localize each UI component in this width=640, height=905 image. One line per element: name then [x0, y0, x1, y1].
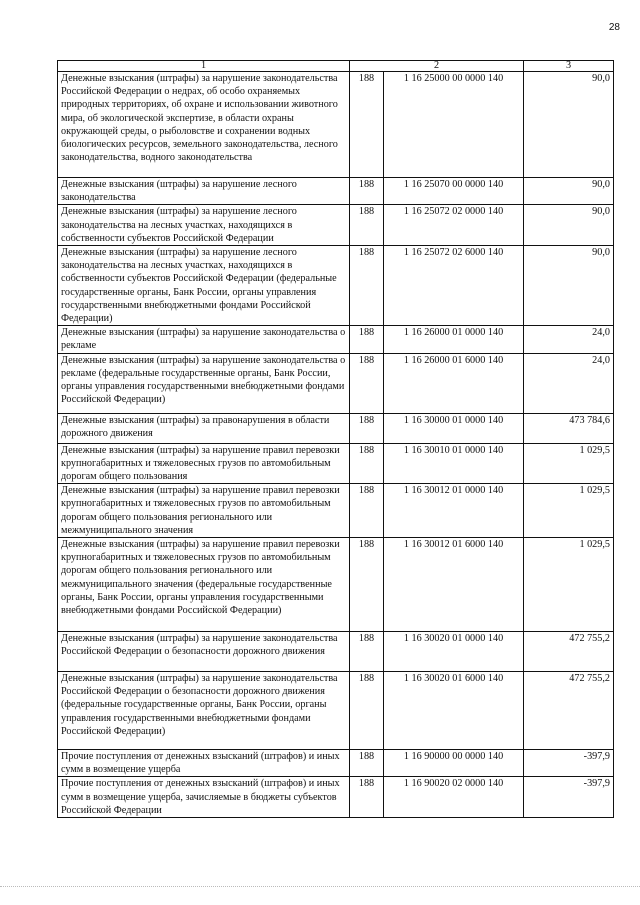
- table-row: [58, 413, 614, 443]
- scan-footer-line: [0, 886, 640, 888]
- column-header-3: 3: [524, 61, 614, 72]
- table-row: [58, 178, 614, 205]
- row-budget-code-cell: 1 16 30020 01 0000 140: [384, 632, 524, 672]
- row-budget-code-cell: 1 16 30012 01 0000 140: [384, 484, 524, 538]
- row-budget-code-cell: 1 16 25070 00 0000 140: [384, 178, 524, 205]
- table-row: [58, 777, 614, 818]
- row-admin-code-cell: 188: [350, 443, 384, 484]
- table-row: [58, 326, 614, 353]
- row-admin-code-cell: 188: [350, 777, 384, 818]
- row-budget-code-cell: 1 16 25000 00 0000 140: [384, 72, 524, 178]
- row-amount-cell: 90,0: [524, 205, 614, 246]
- row-budget-code-cell: 1 16 30020 01 6000 140: [384, 672, 524, 750]
- row-admin-code-cell: 188: [350, 205, 384, 246]
- table-row: [58, 672, 614, 750]
- table-row: [58, 353, 614, 413]
- row-name-cell: Денежные взыскания (штрафы) за нарушение правил перевозки крупногабаритных и тяжеловесных грузов по автомобильным дорогам общего пользования: [58, 443, 350, 484]
- row-name-cell: Денежные взыскания (штрафы) за нарушение законодательства Российской Федерации о безопасности дорожного движения: [58, 632, 350, 672]
- row-budget-code-cell: 1 16 90000 00 0000 140: [384, 750, 524, 777]
- row-admin-code-cell: 188: [350, 413, 384, 443]
- row-budget-code-cell: 1 16 30000 01 0000 140: [384, 413, 524, 443]
- revenue-table: [57, 60, 614, 818]
- row-amount-cell: 1 029,5: [524, 484, 614, 538]
- column-header-2: 2: [350, 61, 524, 72]
- row-name-cell: Прочие поступления от денежных взысканий (штрафов) и иных сумм в возмещение ущерба: [58, 750, 350, 777]
- table-row: [58, 538, 614, 632]
- row-budget-code-cell: 1 16 30012 01 6000 140: [384, 538, 524, 632]
- row-amount-cell: 473 784,6: [524, 413, 614, 443]
- row-budget-code-cell: 1 16 90020 02 0000 140: [384, 777, 524, 818]
- row-budget-code-cell: 1 16 26000 01 0000 140: [384, 326, 524, 353]
- row-amount-cell: 24,0: [524, 326, 614, 353]
- table-row: [58, 443, 614, 484]
- row-admin-code-cell: 188: [350, 246, 384, 326]
- column-header-1: 1: [58, 61, 350, 72]
- table-row: [58, 246, 614, 326]
- row-amount-cell: 1 029,5: [524, 443, 614, 484]
- table-row: [58, 750, 614, 777]
- row-name-cell: Денежные взыскания (штрафы) за нарушение лесного законодательства на лесных участках, находящихся в собственности субъектов Российской Федерации (федеральные государственные органы, Банк России, органы управления государственными внебюджетными фондами Российской Федерации): [58, 246, 350, 326]
- row-amount-cell: 472 755,2: [524, 632, 614, 672]
- row-amount-cell: 472 755,2: [524, 672, 614, 750]
- row-admin-code-cell: 188: [350, 538, 384, 632]
- row-budget-code-cell: 1 16 25072 02 6000 140: [384, 246, 524, 326]
- row-name-cell: Денежные взыскания (штрафы) за нарушение законодательства Российской Федерации о безопасности дорожного движения (федеральные государственные органы, Банк России, органы управления государственными внебюджетными фондами Российской Федерации): [58, 672, 350, 750]
- row-admin-code-cell: 188: [350, 178, 384, 205]
- row-name-cell: Прочие поступления от денежных взысканий (штрафов) и иных сумм в возмещение ущерба, зачисляемые в бюджеты субъектов Российской Федерации: [58, 777, 350, 818]
- row-admin-code-cell: 188: [350, 750, 384, 777]
- table-row: [58, 205, 614, 246]
- row-amount-cell: 90,0: [524, 246, 614, 326]
- row-amount-cell: 24,0: [524, 353, 614, 413]
- row-admin-code-cell: 188: [350, 353, 384, 413]
- row-budget-code-cell: 1 16 26000 01 6000 140: [384, 353, 524, 413]
- row-name-cell: Денежные взыскания (штрафы) за нарушение законодательства о рекламе (федеральные государственные органы, Банк России, органы управления государственными внебюджетными фондами Российской Федерации): [58, 353, 350, 413]
- row-budget-code-cell: 1 16 25072 02 0000 140: [384, 205, 524, 246]
- row-admin-code-cell: 188: [350, 672, 384, 750]
- row-name-cell: Денежные взыскания (штрафы) за нарушение лесного законодательства на лесных участках, находящихся в собственности субъектов Российской Федерации: [58, 205, 350, 246]
- table-row: [58, 484, 614, 538]
- row-admin-code-cell: 188: [350, 72, 384, 178]
- row-name-cell: Денежные взыскания (штрафы) за нарушение лесного законодательства: [58, 178, 350, 205]
- row-budget-code-cell: 1 16 30010 01 0000 140: [384, 443, 524, 484]
- row-admin-code-cell: 188: [350, 326, 384, 353]
- row-name-cell: Денежные взыскания (штрафы) за нарушение законодательства Российской Федерации о недрах, об особо охраняемых природных территориях, об охране и использовании животного мира, об экологической экспертизе, в области охраны окружающей среды, о рыболовстве и сохранении водных биологических ресурсов, земельного законодательства, лесного законодательства, водного законодательства: [58, 72, 350, 178]
- table-header-row: [58, 61, 614, 72]
- row-amount-cell: 90,0: [524, 178, 614, 205]
- row-amount-cell: 90,0: [524, 72, 614, 178]
- table-row: [58, 632, 614, 672]
- row-amount-cell: -397,9: [524, 750, 614, 777]
- page-number: 28: [608, 22, 620, 33]
- row-name-cell: Денежные взыскания (штрафы) за нарушение правил перевозки крупногабаритных и тяжеловесных грузов по автомобильным дорогам общего пользования регионального или межмуниципального значения: [58, 484, 350, 538]
- table-row: [58, 72, 614, 178]
- row-amount-cell: -397,9: [524, 777, 614, 818]
- row-admin-code-cell: 188: [350, 484, 384, 538]
- row-admin-code-cell: 188: [350, 632, 384, 672]
- row-name-cell: Денежные взыскания (штрафы) за правонарушения в области дорожного движения: [58, 413, 350, 443]
- row-name-cell: Денежные взыскания (штрафы) за нарушение правил перевозки крупногабаритных и тяжеловесных грузов по автомобильным дорогам общего пользования регионального или межмуниципального значения (федеральные государственные органы, Банк России, органы управления государственными внебюджетными фондами Российской Федерации): [58, 538, 350, 632]
- row-amount-cell: 1 029,5: [524, 538, 614, 632]
- row-name-cell: Денежные взыскания (штрафы) за нарушение законодательства о рекламе: [58, 326, 350, 353]
